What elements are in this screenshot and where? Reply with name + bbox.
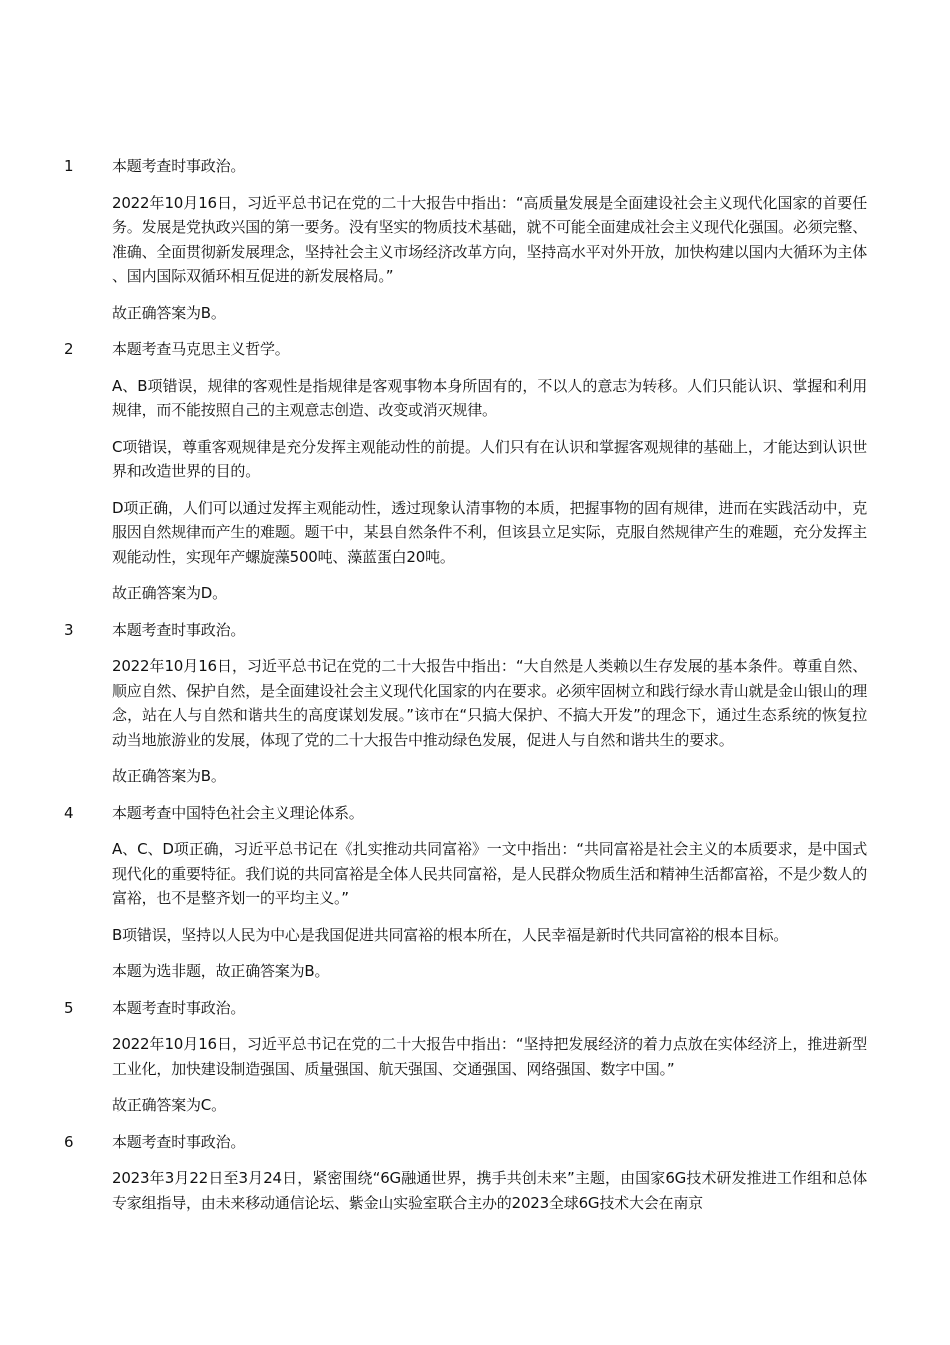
item-number: 2 — [64, 340, 74, 358]
item-number: 6 — [64, 1132, 74, 1151]
answer-item-1 — [0, 154, 950, 325]
item-number: 3 — [64, 620, 74, 639]
item-answer: 故正确答案为B。 — [112, 767, 226, 785]
item-topic: 本题考查马克思主义哲学。 — [112, 340, 290, 358]
item-explanation: 2022年10月16日，习近平总书记在党的二十大报告中指出：“高质量发展是全面建设社会主义现代化国家的首要任务。发展是党执政兴国的第一要务。没有坚实的物质技术基础，就不可能全面建成社会主义现代化强国。必须完整、准确、全面贯彻新发展理念，坚持社会主义市场经济改革方向，坚持高水平对外开放，加快构建以国内大循环为主体、国内国际双循环相互促进的新发展格局。” — [112, 193, 867, 285]
item-explanation: D项正确，人们可以通过发挥主观能动性，透过现象认清事物的本质，把握事物的固有规律，进而在实践活动中，克服因自然规律而产生的难题。题干中，某县自然条件不利，但该县立足实际，克服自然规律产生的难题，充分发挥主观能动性，实现年产螺旋藻500吨、藻蓝蛋白20吨。 — [112, 498, 867, 566]
answer-item-6 — [0, 1130, 950, 1216]
item-answer: 本题为选非题，故正确答案为B。 — [112, 962, 330, 980]
item-explanation: 2022年10月16日，习近平总书记在党的二十大报告中指出：“大自然是人类赖以生存发展的基本条件。尊重自然、顺应自然、保护自然，是全面建设社会主义现代化国家的内在要求。必须牢固树立和践行绿水青山就是金山银山的理念，站在人与自然和谐共生的高度谋划发展。”该市在“只搞大保护、不搞大开发”的理念下，通过生态系统的恢复拉动当地旅游业的发展，体现了党的二十大报告中推动绿色发展，促进人与自然和谐共生的要求。 — [112, 657, 867, 749]
item-topic: 本题考查时事政治。 — [112, 1132, 246, 1151]
item-topic: 本题考查中国特色社会主义理论体系。 — [112, 803, 364, 822]
item-topic: 本题考查时事政治。 — [112, 998, 246, 1017]
item-explanation: B项错误，坚持以人民为中心是我国促进共同富裕的根本所在，人民幸福是新时代共同富裕的根本目标。 — [112, 925, 789, 944]
item-explanation: A、C、D项正确，习近平总书记在《扎实推动共同富裕》一文中指出：“共同富裕是社会主义的本质要求，是中国式现代化的重要特征。我们说的共同富裕是全体人民共同富裕，是人民群众物质生活和精神生活都富裕，不是少数人的富裕，也不是整齐划一的平均主义。” — [112, 840, 867, 907]
answer-items — [0, 154, 950, 1227]
answer-item-2 — [0, 337, 950, 606]
item-explanation: C项错误，尊重客观规律是充分发挥主观能动性的前提。人们只有在认识和掌握客观规律的基础上，才能达到认识世界和改造世界的目的。 — [112, 437, 867, 480]
item-number: 5 — [64, 998, 74, 1017]
answer-item-4 — [0, 801, 950, 984]
item-answer: 故正确答案为C。 — [112, 1096, 226, 1114]
item-answer: 故正确答案为B。 — [112, 303, 226, 322]
item-answer: 故正确答案为D。 — [112, 584, 227, 602]
item-topic: 本题考查时事政治。 — [112, 157, 246, 175]
item-explanation: 2022年10月16日，习近平总书记在党的二十大报告中指出：“坚持把发展经济的着力点放在实体经济上，推进新型工业化，加快建设制造强国、质量强国、航天强国、交通强国、网络强国、数字中国。” — [112, 1035, 867, 1078]
answer-item-3 — [0, 618, 950, 789]
item-explanation: A、B项错误，规律的客观性是指规律是客观事物本身所固有的，不以人的意志为转移。人们只能认识、掌握和利用规律，而不能按照自己的主观意志创造、改变或消灭规律。 — [112, 376, 867, 419]
item-number: 1 — [64, 157, 74, 175]
item-topic: 本题考查时事政治。 — [112, 620, 246, 639]
item-number: 4 — [64, 803, 74, 822]
answer-item-5 — [0, 996, 950, 1118]
item-explanation: 2023年3月22日至3月24日，紧密围绕“6G融通世界，携手共创未来”主题，由国家6G技术研发推进工作组和总体专家组指导，由未来移动通信论坛、紫金山实验室联合主办的2023全球6G技术大会在南京 — [112, 1169, 867, 1212]
